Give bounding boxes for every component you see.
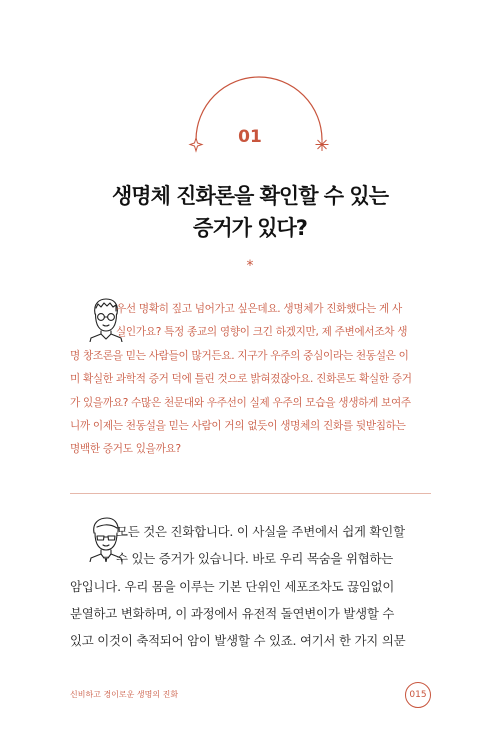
title-line-2: 증거가 있다? — [193, 216, 307, 240]
page-number-badge: 015 — [405, 682, 431, 708]
title-line-1: 생명체 진화론을 확인할 수 있는 — [112, 184, 388, 208]
section-divider — [70, 493, 431, 494]
answer-line: 분열하고 변화하며, 이 과정에서 유전적 돌연변이가 발생할 수 — [70, 605, 395, 621]
question-line: 니까 이제는 천동설을 믿는 사람이 거의 없듯이 생명체의 진화를 뒷받침하는 — [70, 420, 406, 433]
question-paragraph — [70, 298, 431, 462]
answer-paragraph — [70, 518, 435, 654]
answer-line: 모든 것은 진화합니다. 이 사실을 주변에서 쉽게 확인할 — [116, 524, 405, 539]
question-line: 미 확실한 과학적 증거 덕에 틀린 것으로 밝혀졌잖아요. 진화론도 확실한 증거 — [70, 373, 412, 386]
question-line: 명 창조론을 믿는 사람들이 많거든요. 지구가 우주의 중심이라는 천동설은 이 — [70, 349, 409, 362]
question-line: 우선 명확히 짚고 넘어가고 싶은데요. 생명체가 진화했다는 게 사 — [116, 303, 402, 315]
running-footer-title: 신비하고 경이로운 생명의 진화 — [70, 690, 179, 699]
question-line: 명백한 증거도 있을까요? — [70, 443, 181, 456]
answer-line: 있고 이것이 축적되어 암이 발생할 수 있죠. 여기서 한 가지 의문 — [70, 633, 406, 649]
question-line: 실인가요? 특정 종교의 영향이 크긴 하겠지만, 제 주변에서조차 생 — [116, 326, 408, 339]
page-title — [0, 180, 500, 244]
question-line: 가 있을까요? 수많은 천문대와 우주선이 실제 우주의 모습을 생생하게 보여주 — [70, 396, 411, 409]
section-separator: * — [246, 258, 254, 274]
answer-line: 수 있는 증거가 있습니다. 바로 우리 목숨을 위협하는 — [116, 551, 394, 567]
answer-line: 암입니다. 우리 몸을 이루는 기본 단위인 세포조차도 끊임없이 — [70, 578, 395, 594]
chapter-number: 01 — [238, 127, 262, 147]
